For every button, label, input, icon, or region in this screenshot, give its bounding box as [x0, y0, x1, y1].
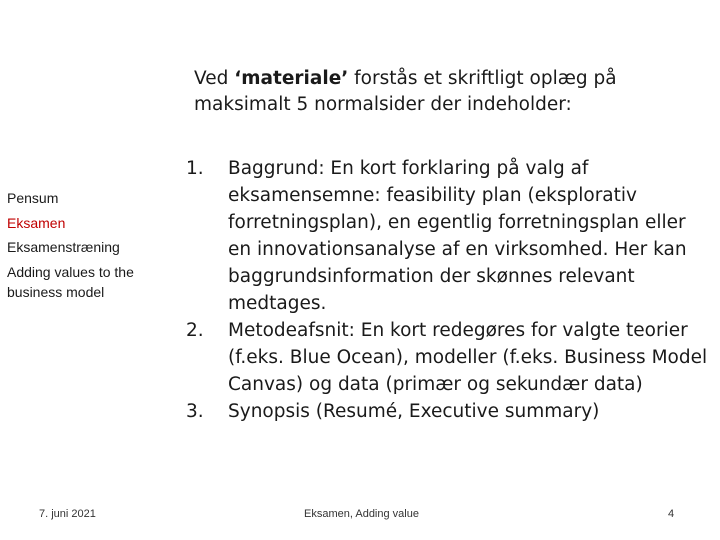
requirements-list: [186, 155, 711, 425]
list-item-number: 2.: [186, 320, 204, 341]
intro-bold-term: ‘materiale’: [234, 68, 349, 89]
intro-suffix: forstås et skriftligt oplæg på maksimalt 5 normalsider der indeholder:: [194, 68, 617, 115]
list-item: [186, 398, 711, 425]
sidebar-item-adding-values[interactable]: Adding values to the business model: [7, 263, 134, 300]
page-number: 4: [668, 508, 675, 520]
list-item-text: Synopsis (Resumé, Executive summary): [228, 401, 600, 422]
list-item: [186, 317, 711, 398]
list-item-number: 1.: [186, 158, 204, 179]
footer-title: Eksamen, Adding value: [304, 508, 419, 520]
intro-prefix: Ved: [194, 68, 235, 89]
sidebar-nav: [7, 188, 147, 307]
sidebar-item-pensum[interactable]: Pensum: [7, 190, 59, 206]
sidebar-item-eksamen[interactable]: Eksamen: [7, 214, 66, 231]
sidebar-item-eksamenstraening[interactable]: Eksamenstræning: [7, 239, 120, 255]
list-item-text: Metodeafsnit: En kort redegøres for valgte teorier (f.eks. Blue Ocean), modeller (f.eks. Business Model Canvas) og data (primær og sekundær data): [228, 320, 708, 395]
list-item-text: Baggrund: En kort forklaring på valg af eksamensemne: feasibility plan (eksplorativ forretningsplan), en egentlig forretningsplan eller en innovationsanalyse af en virksomhed. Her kan baggrundsinformation der skønnes relevant medtages.: [228, 158, 687, 314]
footer-date: 7. juni 2021: [39, 508, 96, 520]
intro-paragraph: [194, 66, 694, 118]
list-item: [186, 155, 711, 317]
list-item-number: 3.: [186, 401, 204, 422]
